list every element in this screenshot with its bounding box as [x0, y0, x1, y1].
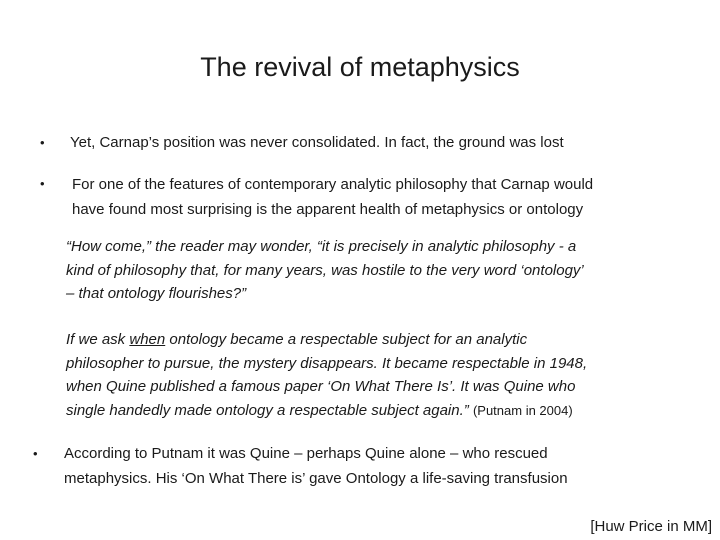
bullet-marker: • [40, 176, 45, 191]
citation: (Putnam in 2004) [472, 402, 573, 418]
bullet-line: For one of the features of contemporary analytic philosophy that Carnap would [72, 176, 594, 193]
bullet-line: metaphysics. His ‘On What There is’ gave Ontology a life-saving transfusion [64, 470, 568, 487]
quote-text: single handedly made ontology a respectable subject again.” [66, 401, 469, 419]
quote-line [66, 328, 587, 352]
quote-line: when Quine published a famous paper ‘On What There Is’. It was Quine who [66, 378, 576, 395]
slide-title: The revival of metaphysics [200, 52, 520, 82]
bullet-putnam-quine [64, 441, 568, 491]
quote-line: kind of philosophy that, for many years, was hostile to the very word ‘ontology’ [66, 261, 584, 279]
bullet-line: According to Putnam it was Quine – perhaps Quine alone – who rescued [64, 445, 548, 462]
bullet-carnap-surprise [72, 172, 593, 222]
quote-line: philosopher to pursue, the mystery disappears. It became respectable in 1948, [66, 354, 588, 372]
quote-how-come [66, 235, 584, 306]
emphasis-when: when [129, 331, 166, 348]
bullet-marker: • [40, 135, 45, 150]
source-credit: [Huw Price in MM] [590, 518, 712, 535]
quote-line: – that ontology flourishes?” [66, 285, 247, 302]
quote-line: “How come,” the reader may wonder, “it is precisely in analytic philosophy - a [66, 238, 577, 255]
quote-quine-ontology [66, 328, 587, 422]
bullet-marker: • [33, 446, 38, 461]
bullet-line: have found most surprising is the apparent health of metaphysics or ontology [72, 201, 584, 218]
bullet-text: Yet, Carnap’s position was never consolidated. In fact, the ground was lost [70, 134, 564, 151]
quote-text: ontology became a respectable subject for an analytic [165, 331, 528, 348]
bullet-carnap-position [70, 130, 564, 155]
quote-text: If we ask [66, 331, 130, 348]
quote-line [66, 399, 587, 423]
